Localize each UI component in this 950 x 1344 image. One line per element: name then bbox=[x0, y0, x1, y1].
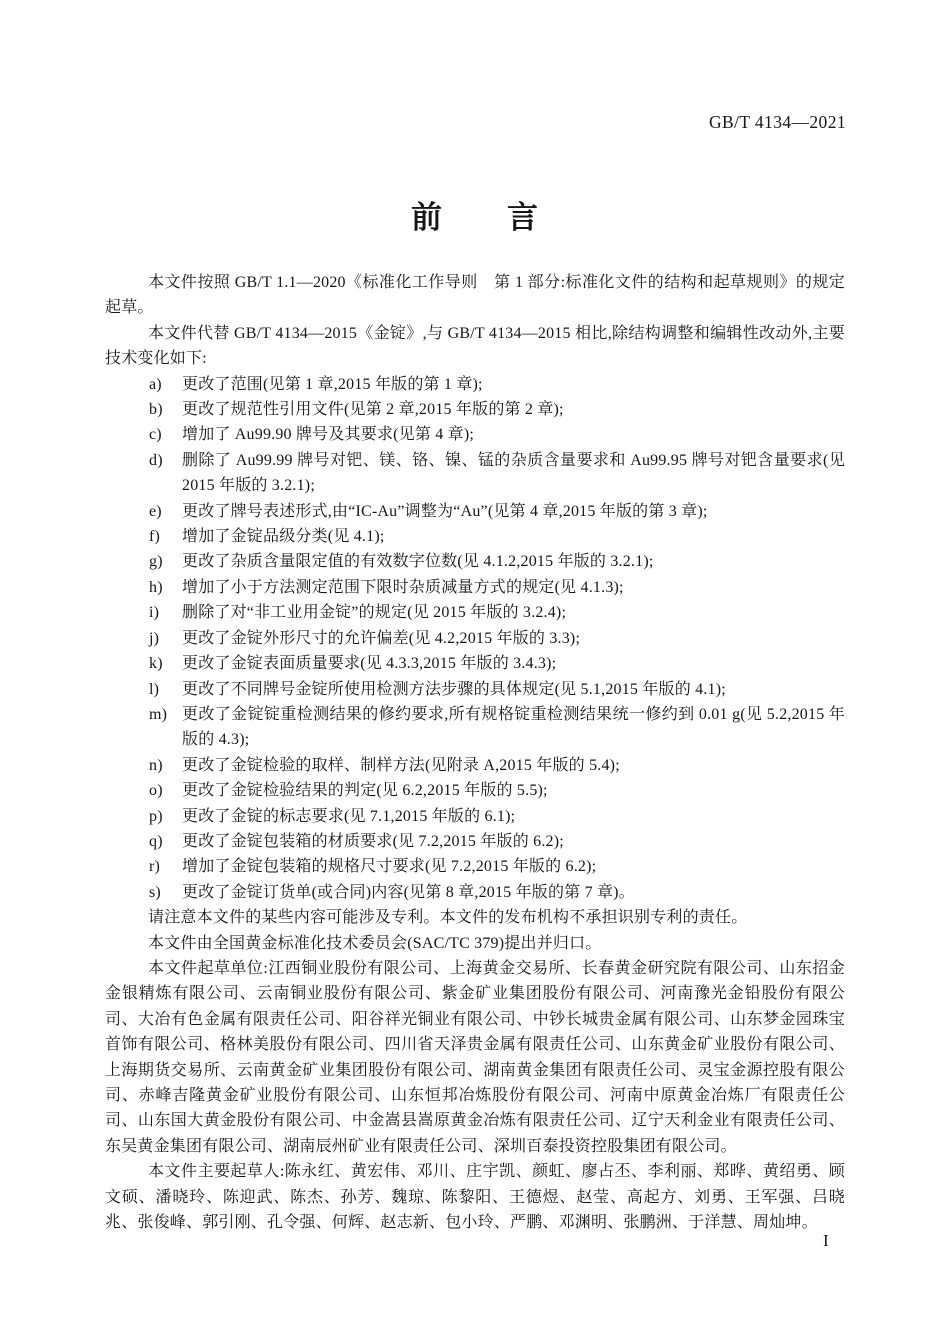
list-item-text: 更改了金锭表面质量要求(见 4.3.3,2015 年版的 3.4.3); bbox=[182, 655, 557, 673]
list-item-marker: n) bbox=[149, 756, 163, 774]
list-item-marker: b) bbox=[149, 401, 163, 419]
list-item-text: 更改了金锭锭重检测结果的修约要求,所有规格锭重检测结果统一修约到 0.01 g(见 5.2,2015 年版的 4.3); bbox=[182, 705, 845, 749]
list-item-text: 更改了牌号表述形式,由“IC-Au”调整为“Au”(见第 4 章,2015 年版的第 3 章); bbox=[182, 502, 708, 520]
list-item-marker: l) bbox=[149, 680, 160, 698]
foreword-title: 前 言 bbox=[411, 200, 539, 235]
change-list-item bbox=[105, 804, 845, 829]
paragraph: 本文件起草单位:江西铜业股份有限公司、上海黄金交易所、长春黄金研究院有限公司、山东招金金银精炼有限公司、云南铜业股份有限公司、紫金矿业集团股份有限公司、河南豫光金铅股份有限公司、大冶有色金属有限责任公司、阳谷祥光铜业有限公司、中钞长城贵金属有限公司、山东梦金园珠宝首饰有限公司、格林美股份有限公司、四川省天泽贵金属有限责任公司、山东黄金矿业股份有限公司、上海期货交易所、云南黄金矿业集团股份有限公司、湖南黄金集团有限责任公司、灵宝金源控股有限公司、赤峰吉隆黄金矿业股份有限公司、山东恒邦冶炼股份有限公司、河南中原黄金冶炼厂有限责任公司、山东国大黄金股份有限公司、中金嵩县嵩原黄金冶炼有限责任公司、辽宁天利金业有限责任公司、东吴黄金集团有限公司、湖南辰州矿业有限责任公司、深圳百泰投资控股集团有限公司。 bbox=[105, 959, 845, 1155]
list-item-text: 更改了金锭外形尺寸的允许偏差(见 4.2,2015 年版的 3.3); bbox=[182, 629, 581, 647]
list-item-text: 更改了金锭包装箱的材质要求(见 7.2,2015 年版的 6.2); bbox=[182, 832, 564, 850]
list-item-text: 更改了金锭的标志要求(见 7.1,2015 年版的 6.1); bbox=[182, 807, 516, 825]
list-item-text: 增加了 Au99.90 牌号及其要求(见第 4 章); bbox=[182, 426, 475, 444]
change-list-item bbox=[105, 448, 845, 499]
change-list-item bbox=[105, 702, 845, 753]
list-item-text: 更改了范围(见第 1 章,2015 年版的第 1 章); bbox=[182, 375, 483, 393]
list-item-text: 增加了小于方法测定范围下限时杂质减量方式的规定(见 4.1.3); bbox=[182, 578, 624, 596]
change-list-item bbox=[105, 372, 845, 397]
change-list-item bbox=[105, 651, 845, 676]
list-item-marker: j) bbox=[149, 629, 160, 647]
change-list-item bbox=[105, 575, 845, 600]
paragraph: 本文件由全国黄金标准化技术委员会(SAC/TC 379)提出并归口。 bbox=[148, 934, 602, 952]
list-item-text: 更改了金锭检验的取样、制样方法(见附录 A,2015 年版的 5.4); bbox=[182, 756, 620, 774]
list-item-marker: a) bbox=[149, 375, 162, 393]
list-item-marker: m) bbox=[149, 705, 168, 723]
document-body bbox=[105, 270, 845, 1235]
change-list-item bbox=[105, 422, 845, 447]
change-list-item bbox=[105, 753, 845, 778]
list-item-marker: r) bbox=[149, 858, 161, 876]
change-list-item bbox=[105, 397, 845, 422]
list-item-text: 增加了金锭品级分类(见 4.1); bbox=[182, 528, 385, 546]
paragraph: 本文件主要起草人:陈永红、黄宏伟、邓川、庄宇凯、颜虹、廖占丕、李利丽、郑晔、黄绍勇、顾文硕、潘晓玲、陈迎武、陈杰、孙芳、魏琼、陈黎阳、王德煜、赵莹、高起方、刘勇、王军强、吕晓兆、张俊峰、郭引刚、孔令强、何辉、赵志新、包小玲、严鹏、邓渊明、张鹏洲、于洋慧、周灿坤。 bbox=[105, 1163, 845, 1232]
list-item-marker: f) bbox=[149, 528, 161, 546]
list-item-text: 更改了规范性引用文件(见第 2 章,2015 年版的第 2 章); bbox=[182, 401, 564, 419]
change-list-item bbox=[105, 880, 845, 905]
change-list-item bbox=[105, 524, 845, 549]
list-item-marker: i) bbox=[149, 604, 160, 622]
list-item-marker: e) bbox=[149, 502, 162, 520]
list-item-marker: p) bbox=[149, 807, 163, 825]
list-item-text: 更改了杂质含量限定值的有效数字位数(见 4.1.2,2015 年版的 3.2.1); bbox=[182, 553, 654, 571]
list-item-marker: g) bbox=[149, 553, 163, 571]
change-list-item bbox=[105, 600, 845, 625]
paragraph: 请注意本文件的某些内容可能涉及专利。本文件的发布机构不承担识别专利的责任。 bbox=[148, 909, 748, 927]
change-list-item bbox=[105, 677, 845, 702]
list-item-text: 删除了对“非工业用金锭”的规定(见 2015 年版的 3.2.4); bbox=[182, 604, 567, 622]
change-list-item bbox=[105, 626, 845, 651]
page-number: I bbox=[822, 1231, 829, 1250]
list-item-marker: s) bbox=[149, 883, 161, 901]
list-item-marker: o) bbox=[149, 782, 163, 800]
list-item-marker: q) bbox=[149, 832, 163, 850]
change-list-item bbox=[105, 549, 845, 574]
change-list-item bbox=[105, 854, 845, 879]
list-item-text: 更改了金锭检验结果的判定(见 6.2,2015 年版的 5.5); bbox=[182, 782, 548, 800]
list-item-text: 增加了金锭包装箱的规格尺寸要求(见 7.2,2015 年版的 6.2); bbox=[182, 858, 597, 876]
list-item-marker: c) bbox=[149, 426, 162, 444]
change-list-item bbox=[105, 499, 845, 524]
list-item-text: 更改了不同牌号金锭所使用检测方法步骤的具体规定(见 5.1,2015 年版的 4.1); bbox=[182, 680, 726, 698]
list-item-text: 删除了 Au99.99 牌号对钯、镁、铬、镍、锰的杂质含量要求和 Au99.95 牌号对钯含量要求(见 2015 年版的 3.2.1); bbox=[182, 451, 845, 495]
standard-number: GB/T 4134—2021 bbox=[708, 112, 846, 132]
list-item-marker: k) bbox=[149, 655, 163, 673]
paragraph: 本文件按照 GB/T 1.1—2020《标准化工作导则 第 1 部分:标准化文件的结构和起草规则》的规定起草。 bbox=[105, 274, 845, 317]
paragraph: 本文件代替 GB/T 4134—2015《金锭》,与 GB/T 4134—2015 相比,除结构调整和编辑性改动外,主要技术变化如下: bbox=[105, 324, 845, 368]
list-item-marker: d) bbox=[149, 451, 163, 469]
list-item-text: 更改了金锭订货单(或合同)内容(见第 8 章,2015 年版的第 7 章)。 bbox=[182, 883, 635, 901]
list-item-marker: h) bbox=[149, 578, 163, 596]
change-list-item bbox=[105, 778, 845, 803]
change-list-item bbox=[105, 829, 845, 854]
